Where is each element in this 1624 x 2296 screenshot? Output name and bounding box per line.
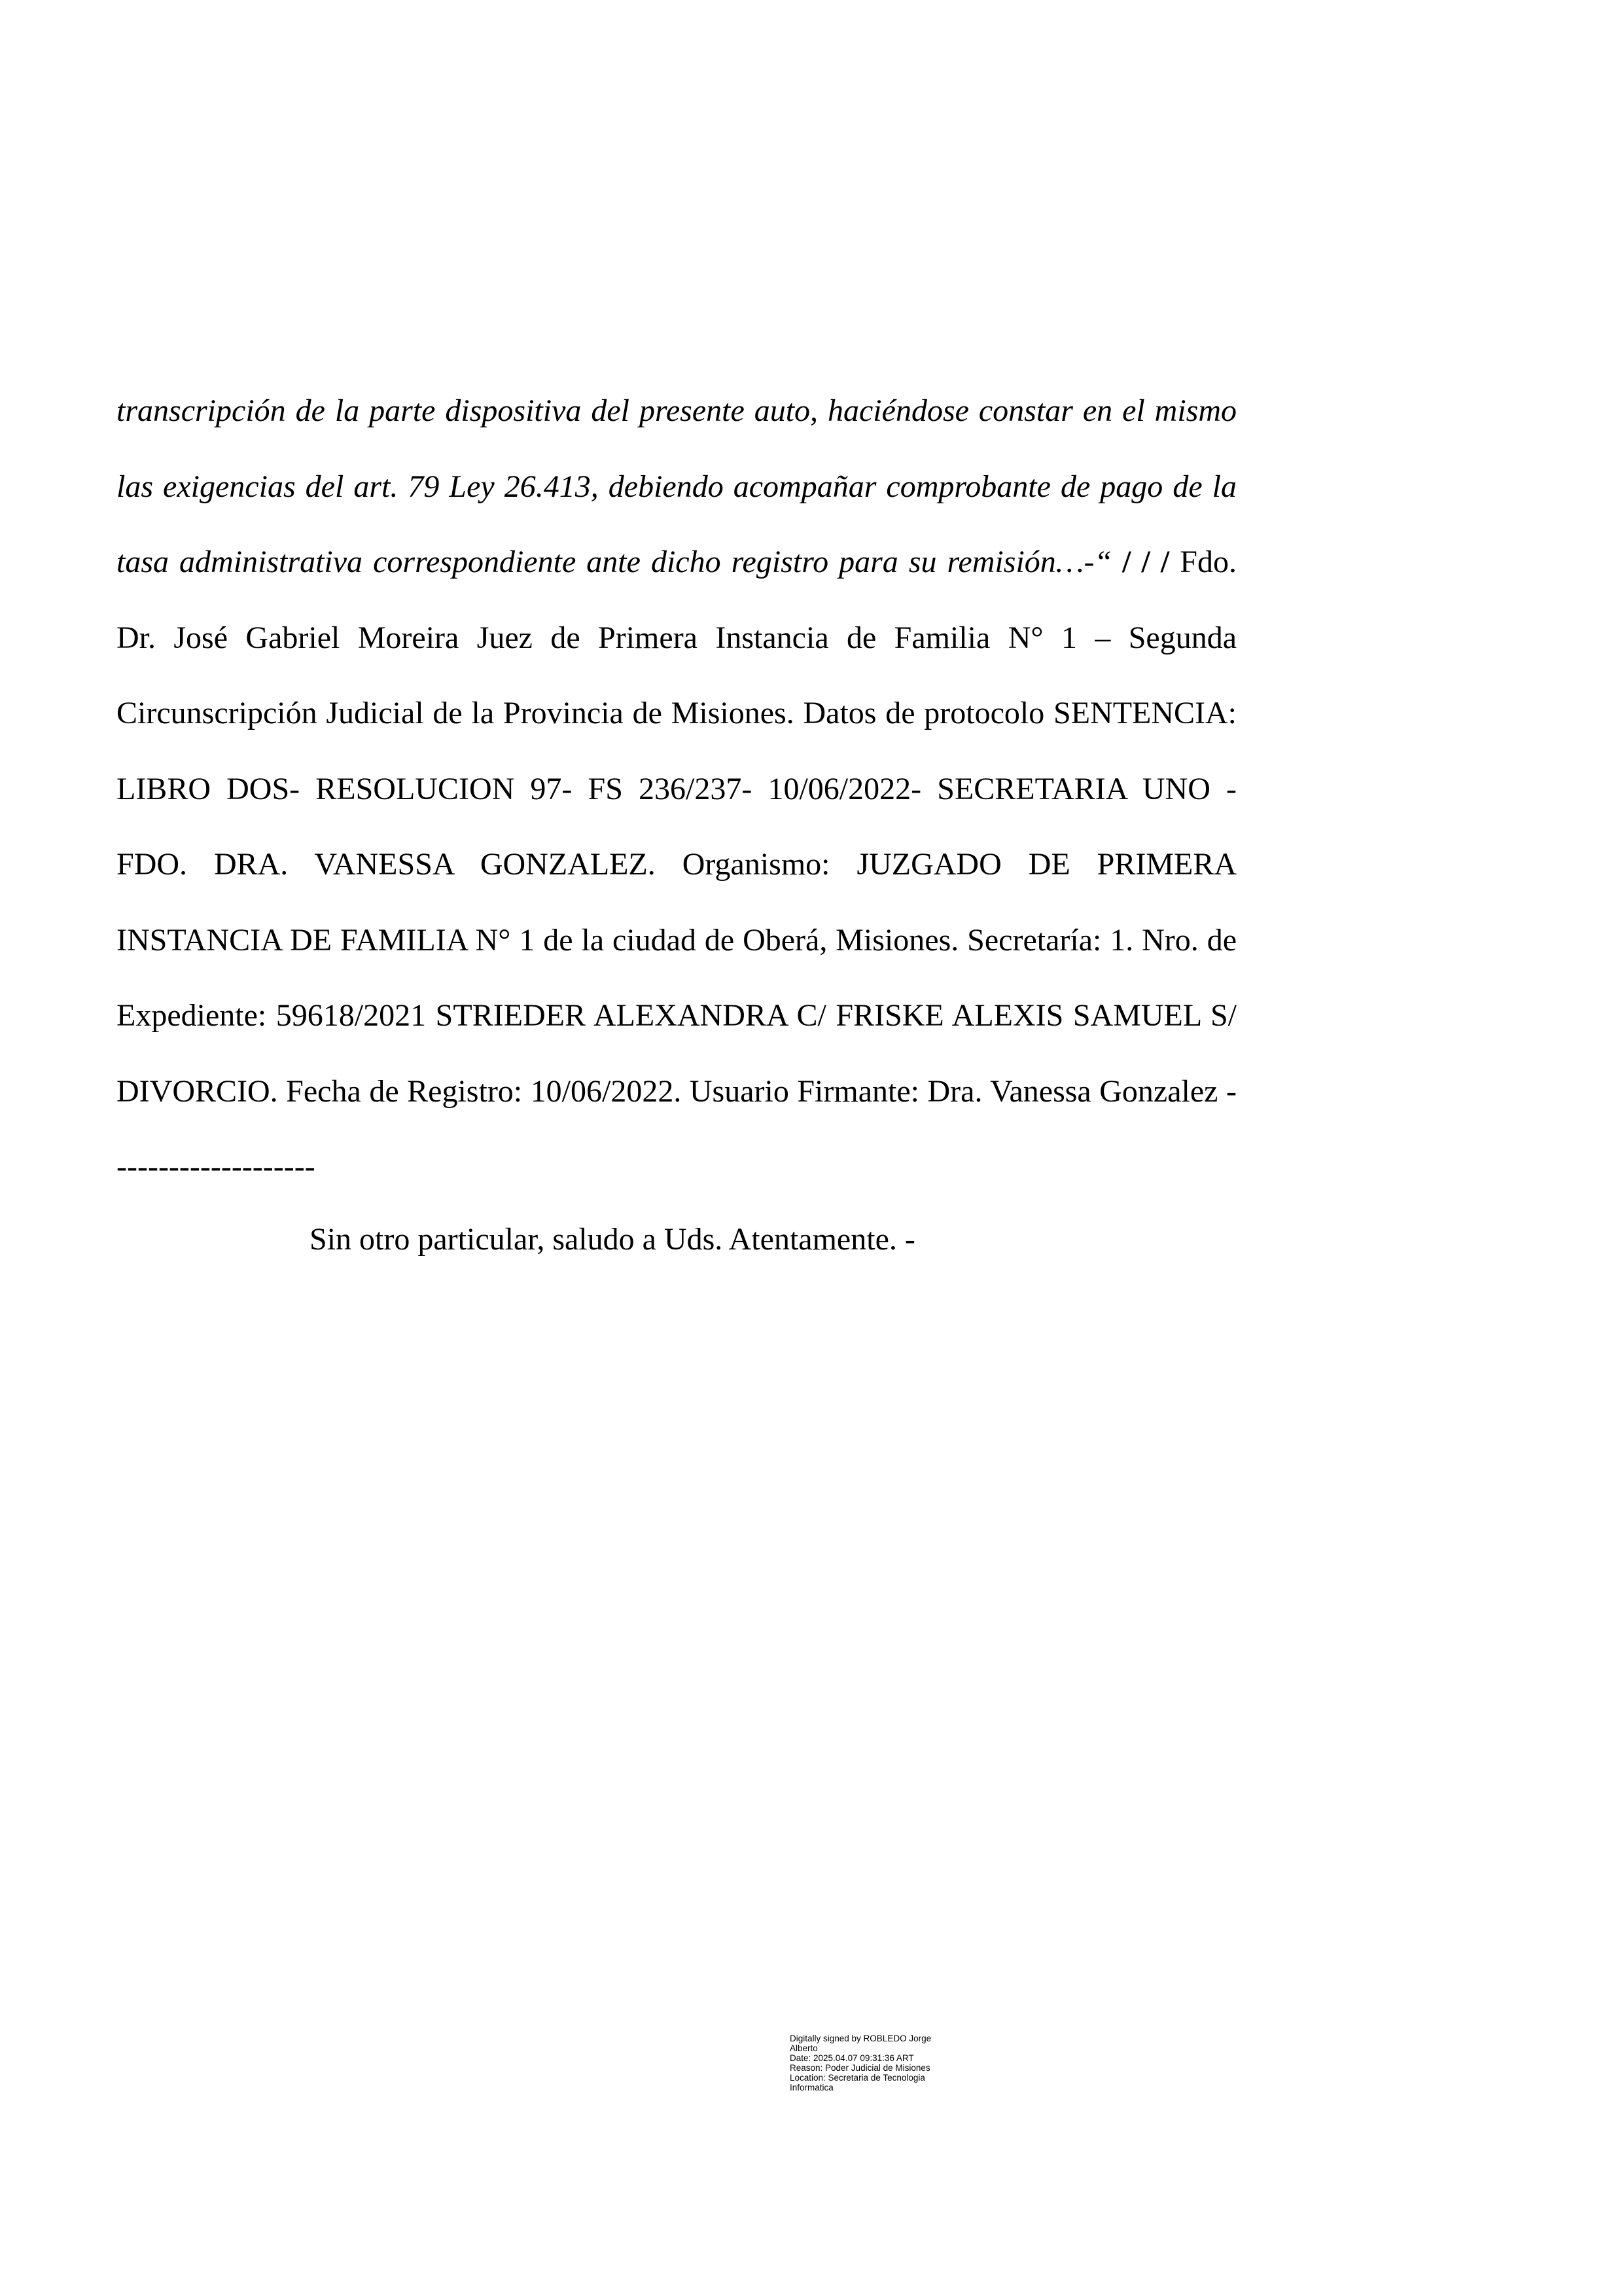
closing-salutation: Sin otro particular, saludo a Uds. Atentamente. - bbox=[309, 1222, 915, 1257]
signature-location: Location: Secretaria de Tecnologia bbox=[790, 2073, 925, 2083]
bold-slashes-text: / / / bbox=[1112, 545, 1170, 579]
signature-reason: Reason: Poder Judicial de Misiones bbox=[790, 2063, 930, 2073]
body-paragraph bbox=[116, 373, 1237, 1205]
signature-line: Digitally signed by ROBLEDO Jorge bbox=[790, 2034, 932, 2043]
digital-signature-stamp bbox=[790, 2034, 986, 2092]
signature-line: Informatica bbox=[790, 2083, 834, 2092]
italic-transcription-text: transcripción de la parte dispositiva del presente auto, haciéndose constar en el mismo las exigencias del art. 79 Ley 26.413, debiendo acompañar comprobante de pago de la tasa administrativa correspondiente ante dicho registro para su remisión…-“ bbox=[116, 393, 1237, 579]
signature-line: Alberto bbox=[790, 2043, 818, 2053]
signature-date: Date: 2025.04.07 09:31:36 ART bbox=[790, 2053, 914, 2063]
signature-and-record-text: Fdo. Dr. José Gabriel Moreira Juez de Primera Instancia de Familia N° 1 – Segunda Circunscripción Judicial de la Provincia de Misiones. Datos de protocolo SENTENCIA: LIBRO DOS- RESOLUCION 97- FS 236/237- 10/06/2022- SECRETARIA UNO - FDO. DRA. VANESSA GONZALEZ. Organismo: JUZGADO DE PRIMERA INSTANCIA DE FAMILIA N° 1 de la ciudad de Oberá, Misiones. Secretaría: 1. Nro. de Expediente: 59618/2021 STRIEDER ALEXANDRA C/ FRISKE ALEXIS SAMUEL S/ DIVORCIO. Fecha de Registro: 10/06/2022. Usuario Firmante: Dra. Vanessa Gonzalez -------------------- bbox=[116, 545, 1237, 1184]
